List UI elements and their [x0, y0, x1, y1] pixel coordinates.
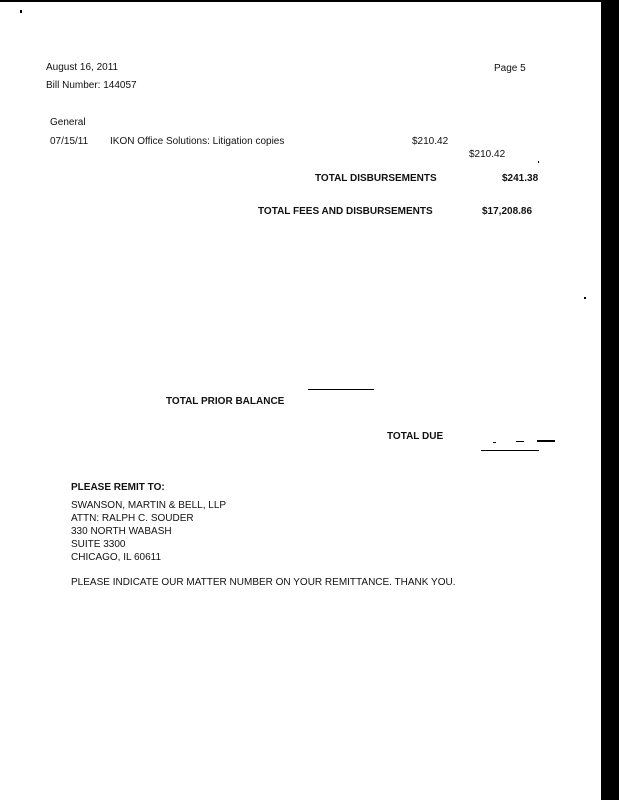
- section-subtotal: $210.42: [469, 149, 506, 160]
- total-due-label: TOTAL DUE: [387, 431, 444, 442]
- scan-speck: [516, 441, 524, 442]
- remit-line: ATTN: RALPH C. SOUDER: [71, 513, 194, 524]
- entry-description: IKON Office Solutions: Litigation copies: [110, 136, 285, 147]
- scan-speck: [538, 161, 539, 163]
- prior-balance-underline: [308, 389, 374, 390]
- remit-line: SUITE 3300: [71, 539, 126, 550]
- total-disbursements-value: $241.38: [502, 173, 539, 184]
- entry-date: 07/15/11: [50, 136, 89, 147]
- remit-line: SWANSON, MARTIN & BELL, LLP: [71, 500, 227, 511]
- total-fees-value: $17,208.86: [482, 206, 533, 217]
- scan-speck: [537, 440, 555, 442]
- remit-note: PLEASE INDICATE OUR MATTER NUMBER ON YOUR REMITTANCE. THANK YOU.: [71, 577, 456, 588]
- remit-line: 330 NORTH WABASH: [71, 526, 172, 537]
- section-title: General: [50, 117, 86, 128]
- total-disbursements-label: TOTAL DISBURSEMENTS: [315, 173, 437, 184]
- bill-date: August 16, 2011: [46, 62, 119, 73]
- scan-speck: [20, 10, 22, 13]
- scan-top-edge: [0, 0, 601, 2]
- scan-right-edge: [601, 0, 619, 800]
- entry-amount: $210.42: [412, 136, 449, 147]
- remit-heading: PLEASE REMIT TO:: [71, 482, 165, 493]
- total-fees-label: TOTAL FEES AND DISBURSEMENTS: [258, 206, 433, 217]
- scan-speck: [493, 442, 496, 443]
- total-prior-balance-label: TOTAL PRIOR BALANCE: [166, 396, 285, 407]
- remit-line: CHICAGO, IL 60611: [71, 552, 162, 563]
- scan-speck: [584, 297, 586, 299]
- page-number: Page 5: [494, 63, 526, 74]
- total-due-underline: [481, 450, 539, 451]
- bill-number: Bill Number: 144057: [46, 80, 137, 91]
